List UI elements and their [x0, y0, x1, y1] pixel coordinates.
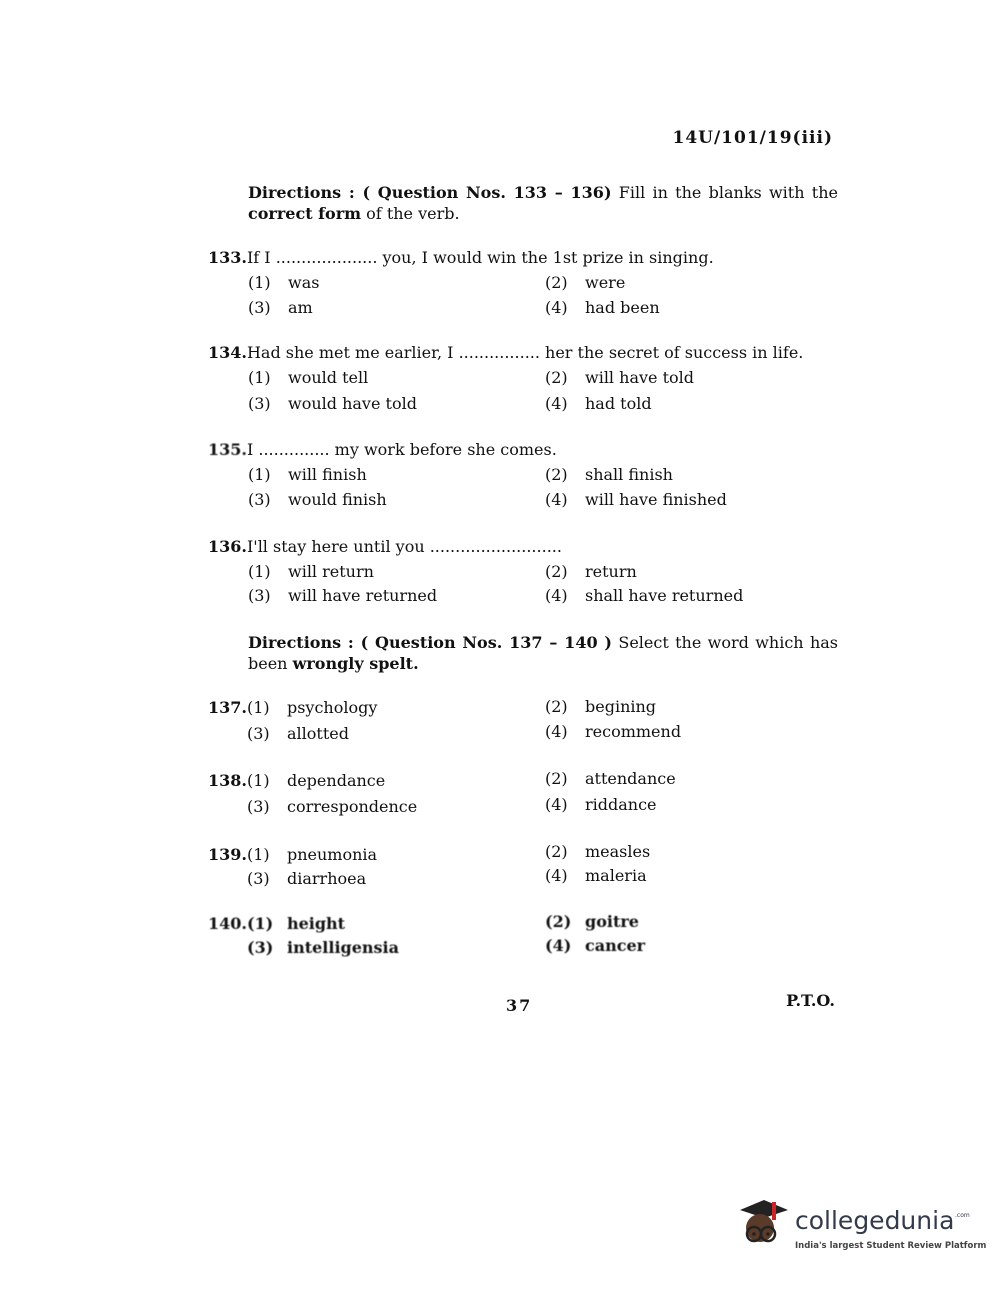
option-text: had been — [585, 298, 660, 317]
option-136-4 — [545, 586, 743, 605]
option-133-3 — [248, 298, 313, 317]
option-134-4 — [545, 394, 652, 413]
directions-emphasis: correct form — [248, 204, 362, 223]
directions-text: Fill in the blanks with the — [618, 183, 838, 202]
option-number: (2) — [545, 842, 568, 861]
option-number: (1) — [246, 914, 274, 933]
option-140-4 — [545, 936, 645, 955]
question-134 — [208, 343, 803, 362]
question-133 — [208, 248, 714, 267]
question-number: 139. — [208, 845, 247, 864]
option-number: (3) — [247, 724, 270, 743]
option-number: (3) — [247, 938, 274, 957]
question-text: If I .................... you, I would win the 1st prize in singing. — [246, 248, 714, 267]
option-text: will return — [288, 562, 374, 581]
option-text: shall finish — [585, 465, 673, 484]
option-number: (2) — [545, 562, 568, 581]
option-number: (1) — [246, 698, 270, 717]
option-number: (1) — [248, 368, 271, 387]
option-number: (4) — [545, 795, 568, 814]
option-135-2 — [545, 465, 673, 484]
question-number: 138. — [208, 771, 247, 790]
option-text: maleria — [585, 866, 647, 885]
pto-label: P.T.O. — [786, 991, 835, 1010]
option-number: (4) — [545, 394, 568, 413]
question-text: Had she met me earlier, I ................ her the secret of success in life. — [246, 343, 804, 362]
option-number: (4) — [545, 722, 568, 741]
option-136-3 — [248, 586, 437, 605]
option-140-2 — [545, 912, 639, 931]
question-135 — [208, 440, 557, 459]
option-139-4 — [545, 866, 647, 885]
option-text: were — [585, 273, 626, 292]
question-text: I'll stay here until you .......................... — [246, 537, 562, 556]
option-number: (3) — [248, 490, 271, 509]
option-134-2 — [545, 368, 694, 387]
option-text: will finish — [288, 465, 367, 484]
option-139-1 — [208, 845, 377, 864]
option-text: intelligensia — [287, 938, 399, 957]
option-text: would have told — [288, 394, 417, 413]
option-136-1 — [248, 562, 374, 581]
brand-tagline: India's largest Student Review Platform — [795, 1241, 987, 1251]
directions-label: Directions : ( Question Nos. 137 – 140 ) — [248, 633, 612, 652]
option-text: shall have returned — [585, 586, 744, 605]
option-number: (2) — [545, 273, 568, 292]
option-text: riddance — [585, 795, 657, 814]
option-text: had told — [585, 394, 652, 413]
option-text: goitre — [585, 912, 639, 931]
option-number: (2) — [545, 697, 568, 716]
option-text: measles — [585, 842, 651, 861]
option-number: (4) — [545, 936, 572, 955]
option-137-3 — [247, 724, 349, 743]
option-number: (4) — [545, 490, 568, 509]
option-text: am — [288, 298, 313, 317]
option-135-4 — [545, 490, 727, 509]
option-text: cancer — [585, 936, 646, 955]
option-number: (1) — [246, 771, 270, 790]
option-number: (3) — [247, 797, 270, 816]
option-text: psychology — [286, 698, 378, 717]
option-134-1 — [248, 368, 368, 387]
option-text: correspondence — [287, 797, 418, 816]
directions-block-1 — [248, 182, 838, 224]
option-number: (3) — [248, 298, 271, 317]
option-text: attendance — [585, 769, 676, 788]
question-number: 136. — [208, 537, 247, 556]
question-number: 133. — [208, 248, 247, 267]
option-text: was — [288, 273, 320, 292]
option-text: would tell — [288, 368, 369, 387]
brand-suffix: .com — [955, 1212, 970, 1219]
option-text: will have returned — [288, 586, 438, 605]
question-text: I .............. my work before she comes. — [246, 440, 557, 459]
option-137-2 — [545, 697, 656, 716]
option-text: return — [585, 562, 637, 581]
collegedunia-mascot-icon — [736, 1196, 792, 1254]
option-text: height — [286, 914, 346, 933]
directions-text: Select the word which has been — [248, 633, 839, 673]
option-number: (1) — [246, 845, 270, 864]
option-number: (4) — [545, 298, 568, 317]
option-138-1 — [208, 771, 385, 790]
option-number: (3) — [247, 869, 270, 888]
option-138-2 — [545, 769, 676, 788]
option-text: pneumonia — [286, 845, 378, 864]
question-number: 137. — [208, 698, 247, 717]
option-text: allotted — [287, 724, 349, 743]
option-140-1 — [208, 914, 345, 933]
option-text: would finish — [288, 490, 387, 509]
option-139-3 — [247, 869, 366, 888]
directions-emphasis: wrongly spelt. — [292, 654, 419, 673]
question-number: 140. — [208, 914, 247, 933]
brand-name: collegedunia — [795, 1206, 955, 1235]
option-133-4 — [545, 298, 660, 317]
option-number: (2) — [545, 465, 568, 484]
option-number: (1) — [248, 465, 271, 484]
option-139-2 — [545, 842, 650, 861]
option-number: (2) — [545, 368, 568, 387]
page-number: 37 — [506, 996, 533, 1015]
option-133-2 — [545, 273, 625, 292]
option-135-3 — [248, 490, 387, 509]
option-133-1 — [248, 273, 319, 292]
directions-label: Directions : ( Question Nos. 133 – 136) — [248, 183, 612, 202]
option-number: (2) — [545, 912, 572, 931]
option-text: recommend — [585, 722, 682, 741]
option-text: diarrhoea — [287, 869, 367, 888]
option-number: (1) — [248, 273, 271, 292]
option-138-4 — [545, 795, 657, 814]
option-number: (3) — [248, 586, 271, 605]
option-number: (4) — [545, 866, 568, 885]
option-text: will have told — [585, 368, 694, 387]
option-text: begining — [585, 697, 657, 716]
option-137-1 — [208, 698, 377, 717]
option-138-3 — [247, 797, 417, 816]
option-number: (4) — [545, 586, 568, 605]
option-text: dependance — [286, 771, 386, 790]
option-140-3 — [247, 938, 399, 957]
option-135-1 — [248, 465, 367, 484]
option-134-3 — [248, 394, 417, 413]
option-text: will have finished — [585, 490, 727, 509]
directions-block-2 — [248, 632, 838, 674]
option-137-4 — [545, 722, 681, 741]
directions-tail: of the verb. — [366, 204, 460, 223]
paper-code: 14U/101/19(iii) — [672, 128, 833, 148]
question-number: 134. — [208, 343, 247, 362]
question-136 — [208, 537, 562, 556]
question-number: 135. — [208, 440, 247, 459]
option-number: (3) — [248, 394, 271, 413]
option-136-2 — [545, 562, 637, 581]
option-number: (1) — [248, 562, 271, 581]
option-number: (2) — [545, 769, 568, 788]
